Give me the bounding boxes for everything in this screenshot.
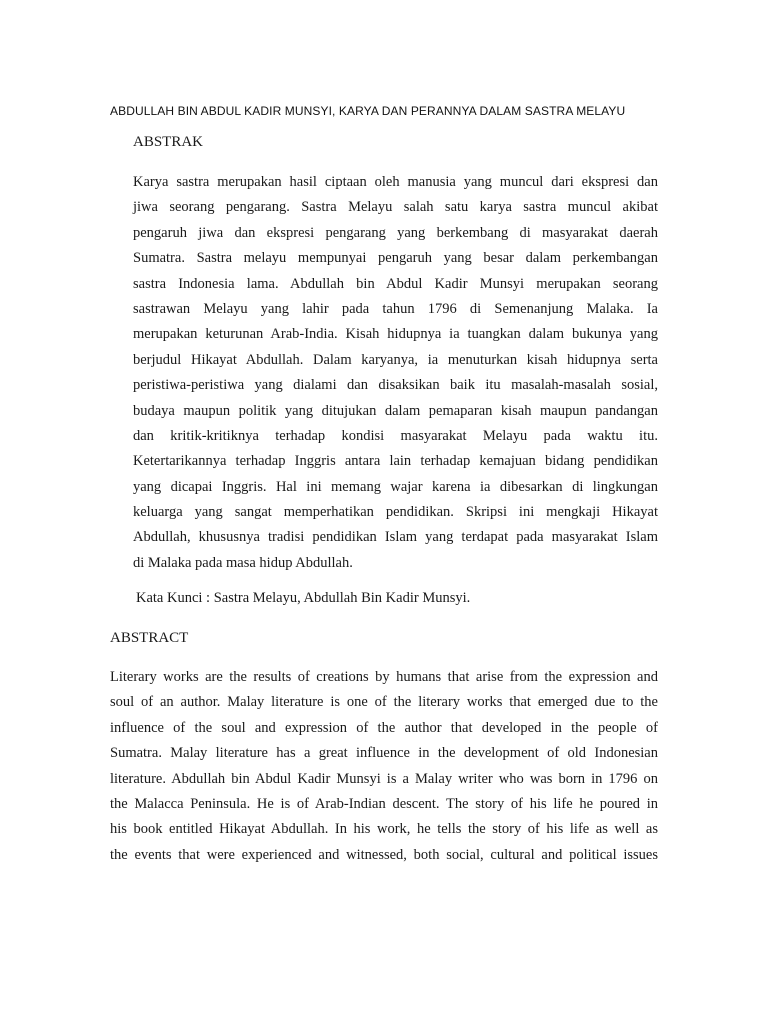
text-line: Ketertarikannya terhadap Inggris antara lain terhadap kemajuan bidang pendidikan	[133, 453, 658, 470]
text-line: berjudul Hikayat Abdullah. Dalam karyanya, ia menuturkan kisah hidupnya serta	[133, 351, 658, 368]
text-line: Karya sastra merupakan hasil ciptaan oleh manusia yang muncul dari ekspresi dan	[133, 174, 658, 190]
text-line: Sumatra. Sastra melayu mempunyai pengaruh yang besar dalam perkembangan	[133, 250, 658, 267]
text-line: soul of an author. Malay literature is one of the literary works that emerged due to the	[110, 694, 658, 711]
text-line: the Malacca Peninsula. He is of Arab-Indian descent. The story of his life he poured in	[110, 795, 658, 812]
keywords-line: Kata Kunci : Sastra Melayu, Abdullah Bin Kadir Munsyi.	[136, 590, 471, 606]
text-line: literature. Abdullah bin Abdul Kadir Munsyi is a Malay writer who was born in 1796 on	[110, 770, 658, 787]
text-line: Abdullah, khususnya tradisi pendidikan Islam yang terdapat pada masyarakat Islam	[133, 529, 658, 546]
text-line: Sumatra. Malay literature has a great influence in the development of old Indonesian	[110, 745, 658, 762]
text-line: di Malaka pada masa hidup Abdullah.	[133, 554, 353, 571]
abstract-heading: ABSTRACT	[110, 630, 189, 646]
text-line: peristiwa-peristiwa yang dialami dan disaksikan baik itu masalah-masalah sosial,	[133, 377, 658, 394]
abstrak-heading: ABSTRAK	[133, 134, 204, 150]
text-line: keluarga yang sangat memperhatikan pendidikan. Skripsi ini mengkaji Hikayat	[133, 504, 658, 521]
text-line: budaya maupun politik yang ditujukan dalam pemaparan kisah maupun pandangan	[133, 402, 658, 419]
text-line: sastra Indonesia lama. Abdullah bin Abdul Kadir Munsyi merupakan seorang	[133, 275, 658, 292]
text-line: his book entitled Hikayat Abdullah. In his work, he tells the story of his life as well as	[110, 821, 658, 838]
text-line: influence of the soul and expression of the author that developed in the people of	[110, 719, 658, 736]
abstract-paragraph	[110, 665, 658, 868]
text-line: yang dicapai Inggris. Hal ini memang wajar karena ia dibesarkan di lingkungan	[133, 478, 658, 495]
text-line: pengaruh jiwa dan ekspresi pengarang yang berkembang di masyarakat daerah	[133, 224, 658, 241]
text-line: dan kritik-kritiknya terhadap kondisi masyarakat Melayu pada waktu itu.	[133, 427, 658, 444]
abstrak-paragraph	[133, 170, 658, 576]
text-line: merupakan keturunan Arab-India. Kisah hidupnya ia tuangkan dalam bukunya yang	[133, 326, 658, 343]
text-line: the events that were experienced and witnessed, both social, cultural and political issues	[110, 846, 658, 863]
text-line: Literary works are the results of creations by humans that arise from the expression and	[110, 669, 658, 685]
text-line: jiwa seorang pengarang. Sastra Melayu salah satu karya sastra muncul akibat	[133, 199, 658, 216]
document-title: ABDULLAH BIN ABDUL KADIR MUNSYI, KARYA DAN PERANNYA DALAM SASTRA MELAYU	[110, 104, 626, 118]
text-line: sastrawan Melayu yang lahir pada tahun 1796 di Semenanjung Malaka. Ia	[133, 300, 658, 317]
